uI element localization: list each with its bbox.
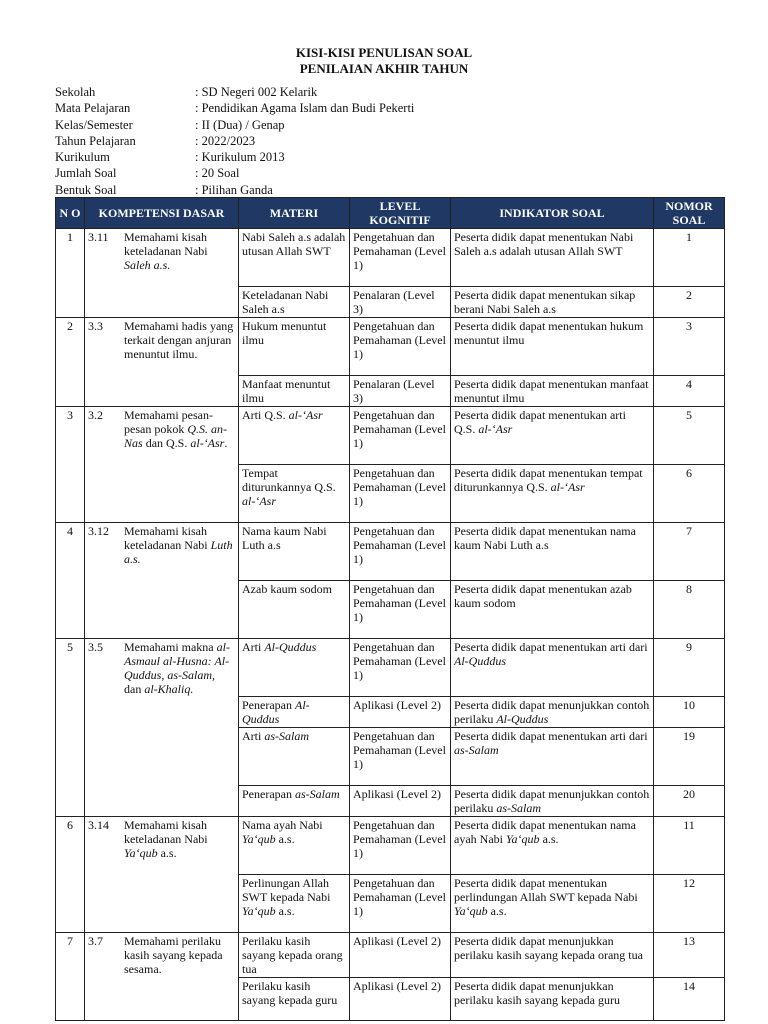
meta-label: Tahun Pelajaran [55, 133, 136, 148]
document-title: KISI-KISI PENULISAN SOAL [295, 45, 473, 60]
meta-value: : Pilihan Ganda [195, 182, 273, 197]
table-row [56, 523, 725, 581]
meta-label: Kurikulum [55, 150, 110, 165]
cell-indikator-soal: Peserta didik dapat menentukan sikap berani Nabi Saleh a.s [451, 287, 654, 318]
cell-nomor-soal: 2 [654, 287, 725, 318]
kisi-kisi-table [55, 197, 725, 1021]
table-header-row [56, 198, 725, 229]
cell-level-kognitif: Pengetahuan dan Pemahaman (Level 1) [350, 318, 451, 376]
table-row [56, 407, 725, 465]
cell-indikator-soal: Peserta didik dapat menentukan manfaat menuntut ilmu [451, 376, 654, 407]
cell-nomor-soal: 12 [654, 875, 725, 933]
cell-nomor-soal: 5 [654, 407, 725, 465]
meta-value: : 2022/2023 [195, 133, 256, 148]
cell-kompetensi-dasar [85, 407, 239, 523]
header-indikator-soal: INDIKATOR SOAL [451, 198, 654, 229]
kd-text: Memahami kisah keteladanan Nabi Luth a.s. [124, 524, 233, 566]
cell-materi: Hukum menuntut ilmu [239, 318, 350, 376]
cell-kompetensi-dasar [85, 229, 239, 318]
cell-level-kognitif: Pengetahuan dan Pemahaman (Level 1) [350, 407, 451, 465]
meta-row [55, 149, 414, 165]
cell-level-kognitif: Pengetahuan dan Pemahaman (Level 1) [350, 229, 451, 287]
cell-indikator-soal: Peserta didik dapat menentukan perlindungan Allah SWT kepada Nabi Ya‘qub a.s. [451, 875, 654, 933]
kd-text: Memahami hadis yang terkait dengan anjuran menuntut ilmu. [124, 319, 234, 361]
kd-code: 3.12 [88, 524, 109, 538]
meta-value: : Pendidikan Agama Islam dan Budi Pekerti [195, 101, 415, 116]
cell-indikator-soal: Peserta didik dapat menunjukkan contoh perilaku Al-Quddus [451, 697, 654, 728]
cell-no: 2 [56, 318, 85, 407]
cell-materi: Nama ayah Nabi Ya‘qub a.s. [239, 817, 350, 875]
meta-label: Jumlah Soal [55, 166, 117, 181]
meta-row [55, 182, 414, 198]
cell-nomor-soal: 6 [654, 465, 725, 523]
header-kompetensi-dasar: KOMPETENSI DASAR [85, 198, 239, 229]
cell-no: 4 [56, 523, 85, 639]
header-materi: MATERI [239, 198, 350, 229]
cell-materi: Arti as-Salam [239, 728, 350, 786]
cell-level-kognitif: Pengetahuan dan Pemahaman (Level 1) [350, 581, 451, 639]
kd-code: 3.7 [88, 934, 103, 948]
cell-indikator-soal: Peserta didik dapat menentukan Nabi Saleh a.s adalah utusan Allah SWT [451, 229, 654, 287]
meta-row [55, 133, 414, 149]
cell-materi: Perlinungan Allah SWT kepada Nabi Ya‘qub a.s. [239, 875, 350, 933]
cell-no: 3 [56, 407, 85, 523]
cell-kompetensi-dasar [85, 318, 239, 407]
cell-indikator-soal: Peserta didik dapat menunjukkan perilaku kasih sayang kepada guru [451, 978, 654, 1021]
kd-code: 3.3 [88, 319, 103, 333]
cell-no: 6 [56, 817, 85, 933]
cell-level-kognitif: Aplikasi (Level 2) [350, 697, 451, 728]
cell-level-kognitif: Pengetahuan dan Pemahaman (Level 1) [350, 523, 451, 581]
meta-value: : Kurikulum 2013 [195, 150, 285, 165]
header-no: N O [56, 198, 85, 229]
cell-level-kognitif: Aplikasi (Level 2) [350, 978, 451, 1021]
cell-nomor-soal: 7 [654, 523, 725, 581]
cell-materi: Penerapan as-Salam [239, 786, 350, 817]
meta-label: Mata Pelajaran [55, 101, 131, 116]
cell-nomor-soal: 1 [654, 229, 725, 287]
table-row [56, 817, 725, 875]
cell-materi: Tempat diturunkannya Q.S. al-‘Asr [239, 465, 350, 523]
kd-code: 3.2 [88, 408, 103, 422]
cell-materi: Penerapan Al-Quddus [239, 697, 350, 728]
cell-level-kognitif: Pengetahuan dan Pemahaman (Level 1) [350, 875, 451, 933]
cell-level-kognitif: Aplikasi (Level 2) [350, 786, 451, 817]
cell-kompetensi-dasar [85, 817, 239, 933]
cell-materi: Perilaku kasih sayang kepada orang tua [239, 933, 350, 978]
cell-kompetensi-dasar [85, 933, 239, 1021]
cell-level-kognitif: Aplikasi (Level 2) [350, 933, 451, 978]
kd-code: 3.11 [88, 230, 109, 244]
cell-level-kognitif: Pengetahuan dan Pemahaman (Level 1) [350, 639, 451, 697]
cell-nomor-soal: 20 [654, 786, 725, 817]
kd-code: 3.5 [88, 640, 103, 654]
cell-indikator-soal: Peserta didik dapat menentukan arti dari Al-Quddus [451, 639, 654, 697]
kd-text: Memahami kisah keteladanan Nabi Saleh a.s. [124, 230, 208, 272]
kd-text: Memahami pesan-pesan pokok Q.S. an-Nas dan Q.S. al-‘Asr. [124, 408, 228, 450]
cell-materi: Arti Al-Quddus [239, 639, 350, 697]
cell-nomor-soal: 8 [654, 581, 725, 639]
cell-indikator-soal: Peserta didik dapat menentukan arti dari as-Salam [451, 728, 654, 786]
cell-nomor-soal: 14 [654, 978, 725, 1021]
kd-text: Memahami perilaku kasih sayang kepada sesama. [124, 934, 223, 976]
document-subtitle: PENILAIAN AKHIR TAHUN [299, 61, 469, 76]
meta-row [55, 84, 414, 100]
cell-indikator-soal: Peserta didik dapat menentukan tempat diturunkannya Q.S. al-‘Asr [451, 465, 654, 523]
cell-materi: Manfaat menuntut ilmu [239, 376, 350, 407]
cell-nomor-soal: 13 [654, 933, 725, 978]
meta-row [55, 165, 414, 181]
cell-indikator-soal: Peserta didik dapat menentukan nama kaum Nabi Luth a.s [451, 523, 654, 581]
meta-label: Bentuk Soal [55, 182, 117, 197]
cell-materi: Arti Q.S. al-‘Asr [239, 407, 350, 465]
meta-value: : II (Dua) / Genap [195, 117, 285, 132]
kd-text: Memahami makna al-Asmaul al-Husna: Al-Quddus, as-Salam, dan al-Khaliq. [124, 640, 230, 696]
cell-indikator-soal: Peserta didik dapat menentukan nama ayah Nabi Ya‘qub a.s. [451, 817, 654, 875]
meta-value: : SD Negeri 002 Kelarik [195, 85, 318, 99]
meta-label: Kelas/Semester [55, 117, 133, 132]
table-row [56, 229, 725, 287]
cell-kompetensi-dasar [85, 523, 239, 639]
cell-level-kognitif: Penalaran (Level 3) [350, 376, 451, 407]
cell-no: 5 [56, 639, 85, 817]
cell-level-kognitif: Penalaran (Level 3) [350, 287, 451, 318]
cell-materi: Keteladanan Nabi Saleh a.s [239, 287, 350, 318]
cell-nomor-soal: 11 [654, 817, 725, 875]
cell-materi: Azab kaum sodom [239, 581, 350, 639]
cell-nomor-soal: 10 [654, 697, 725, 728]
cell-indikator-soal: Peserta didik dapat menentukan arti Q.S. al-‘Asr [451, 407, 654, 465]
table-row [56, 933, 725, 978]
meta-label: Sekolah [55, 85, 96, 99]
cell-level-kognitif: Pengetahuan dan Pemahaman (Level 1) [350, 728, 451, 786]
cell-no: 7 [56, 933, 85, 1021]
table-body [56, 229, 725, 1021]
kd-text: Memahami kisah keteladanan Nabi Ya‘qub a.s. [124, 818, 208, 860]
cell-nomor-soal: 9 [654, 639, 725, 697]
cell-level-kognitif: Pengetahuan dan Pemahaman (Level 1) [350, 465, 451, 523]
cell-indikator-soal: Peserta didik dapat menunjukkan contoh perilaku as-Salam [451, 786, 654, 817]
cell-nomor-soal: 19 [654, 728, 725, 786]
cell-level-kognitif: Pengetahuan dan Pemahaman (Level 1) [350, 817, 451, 875]
cell-materi: Nama kaum Nabi Luth a.s [239, 523, 350, 581]
meta-block [55, 84, 414, 198]
meta-value: : 20 Soal [195, 166, 240, 181]
cell-nomor-soal: 4 [654, 376, 725, 407]
meta-row [55, 117, 414, 133]
cell-materi: Nabi Saleh a.s adalah utusan Allah SWT [239, 229, 350, 287]
cell-kompetensi-dasar [85, 639, 239, 817]
table-row [56, 318, 725, 376]
cell-no: 1 [56, 229, 85, 318]
cell-nomor-soal: 3 [654, 318, 725, 376]
meta-row [55, 100, 414, 116]
header-level-kognitif: LEVEL KOGNITIF [350, 198, 451, 229]
cell-indikator-soal: Peserta didik dapat menentukan azab kaum sodom [451, 581, 654, 639]
table-row [56, 639, 725, 697]
kd-code: 3.14 [88, 818, 109, 832]
cell-indikator-soal: Peserta didik dapat menunjukkan perilaku kasih sayang kepada orang tua [451, 933, 654, 978]
cell-indikator-soal: Peserta didik dapat menentukan hukum menuntut ilmu [451, 318, 654, 376]
header-nomor-soal: NOMOR SOAL [654, 198, 725, 229]
cell-materi: Perilaku kasih sayang kepada guru [239, 978, 350, 1021]
